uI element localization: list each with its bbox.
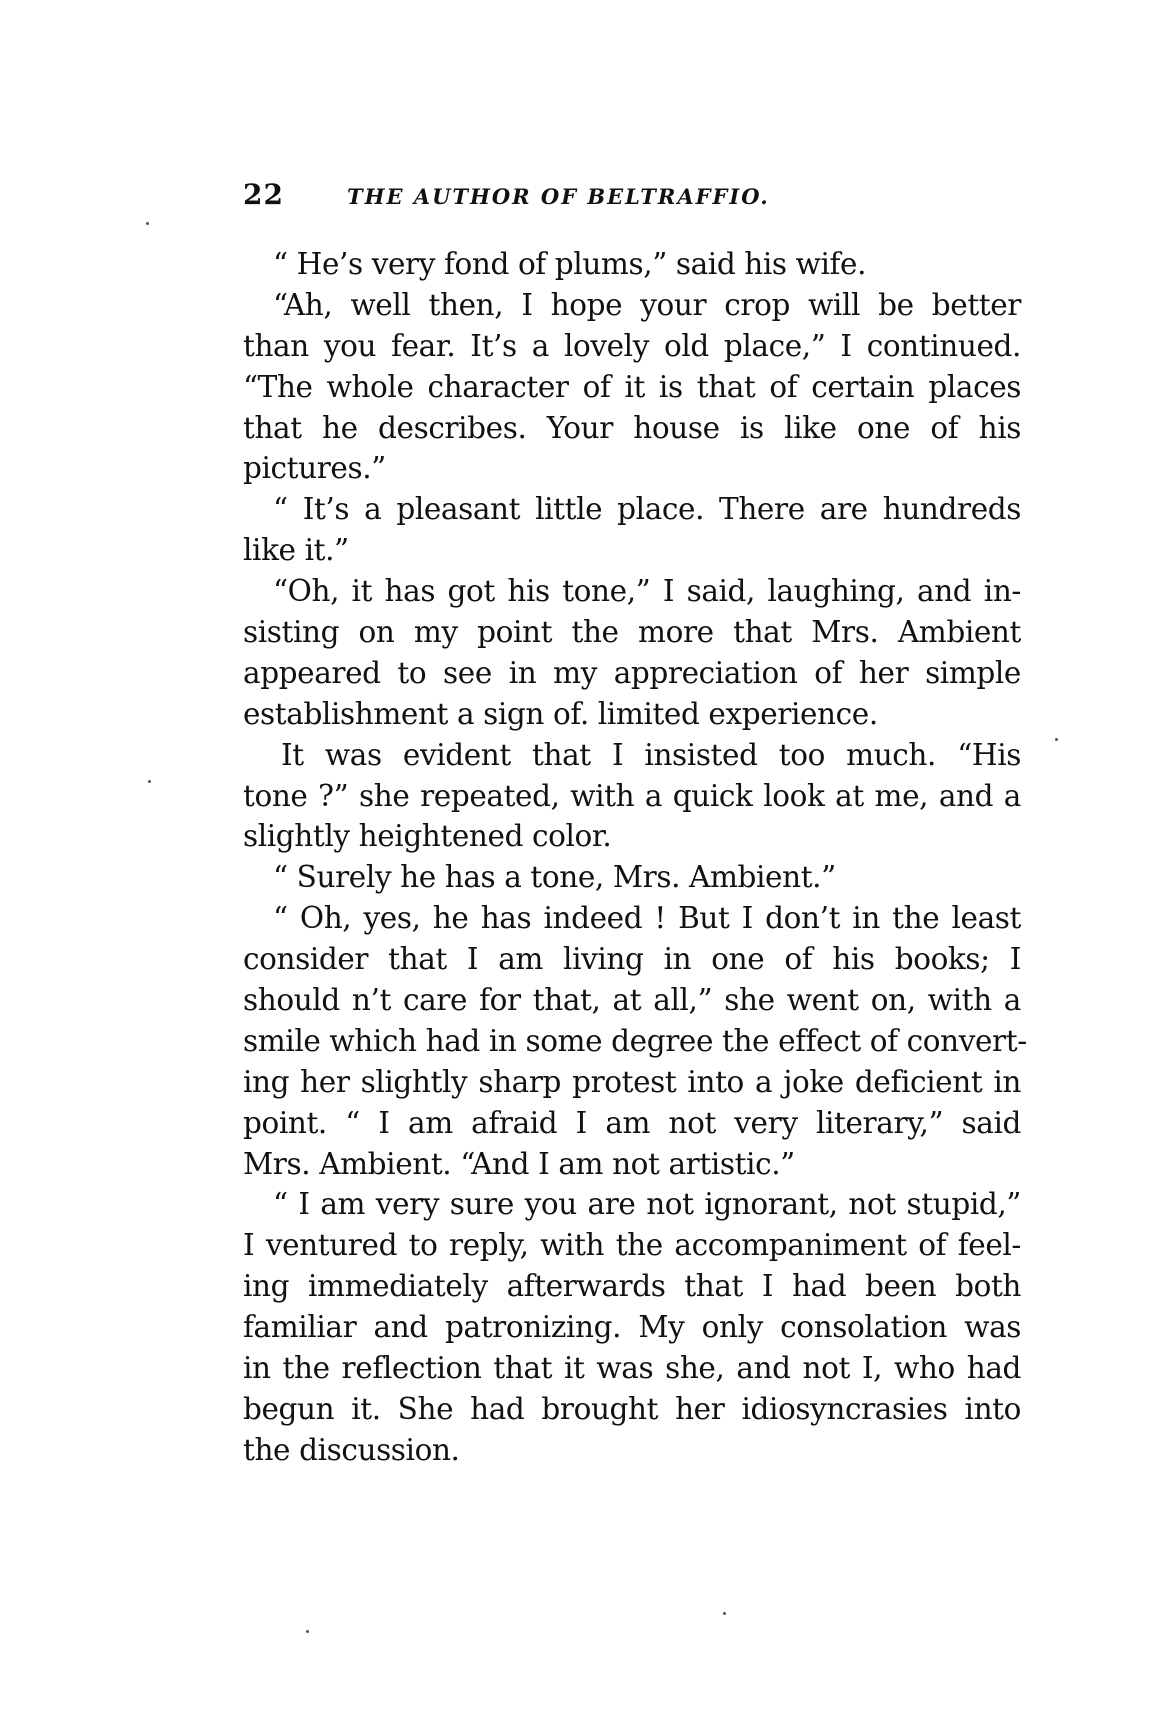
text-line: “Ah, well then, I hope your crop will be better	[273, 287, 1021, 322]
text-line: should n’t care for that, at all,” she went on, with a	[243, 983, 1021, 1018]
running-title: THE AUTHOR OF BELTRAFFIO.	[347, 184, 770, 209]
text-line: “The whole character of it is that of certain places	[243, 369, 1021, 404]
text-line: ing immediately afterwards that I had been both	[243, 1269, 1021, 1304]
text-line: “Oh, it has got his tone,” I said, laughing, and in-	[273, 574, 1021, 609]
page-number: 22	[243, 178, 284, 211]
print-speck	[306, 1630, 309, 1633]
text-line: “ Oh, yes, he has indeed ! But I don’t in the least	[273, 901, 1021, 936]
text-line: sisting on my point the more that Mrs. Ambient	[243, 615, 1021, 650]
text-line: “ He’s very fond of plums,” said his wife.	[273, 247, 867, 281]
text-line: “ It’s a pleasant little place. There are hundreds	[273, 492, 1021, 527]
text-line: “ I am very sure you are not ignorant, not stupid,”	[273, 1187, 1021, 1222]
text-line: that he describes. Your house is like one of his	[243, 410, 1021, 445]
text-line: establishment a sign of. limited experience.	[243, 696, 878, 731]
text-line: “ Surely he has a tone, Mrs. Ambient.”	[273, 860, 836, 895]
text-line: It was evident that I insisted too much. “His	[281, 737, 1021, 772]
text-line: slightly heightened color.	[243, 819, 612, 854]
text-line: like it.”	[243, 533, 349, 568]
text-line: Mrs. Ambient. “And I am not artistic.”	[243, 1146, 795, 1181]
text-line: I ventured to reply, with the accompaniment of feel-	[243, 1228, 1021, 1263]
print-speck	[146, 222, 149, 225]
text-line: pictures.”	[243, 451, 386, 486]
print-speck	[1055, 738, 1058, 741]
text-line: consider that I am living in one of his books; I	[243, 942, 1021, 977]
text-line: point. “ I am afraid I am not very literary,” said	[243, 1105, 1021, 1140]
text-line: smile which had in some degree the effect of convert-	[243, 1023, 1027, 1058]
text-line: ing her slightly sharp protest into a joke deficient in	[243, 1064, 1021, 1099]
text-line: begun it. She had brought her idiosyncrasies into	[243, 1391, 1021, 1426]
text-line: appeared to see in my appreciation of her simple	[243, 655, 1021, 690]
text-line: tone ?” she repeated, with a quick look at me, and a	[243, 778, 1021, 813]
print-speck	[723, 1612, 726, 1615]
text-line: than you fear. It’s a lovely old place,” I continued.	[243, 328, 1021, 363]
text-line: familiar and patronizing. My only consolation was	[243, 1310, 1021, 1345]
page-header	[243, 178, 1023, 222]
body-text	[243, 244, 1027, 1471]
print-speck	[148, 780, 151, 783]
text-line: the discussion.	[243, 1432, 460, 1467]
text-line: in the reflection that it was she, and not I, who had	[243, 1351, 1021, 1386]
